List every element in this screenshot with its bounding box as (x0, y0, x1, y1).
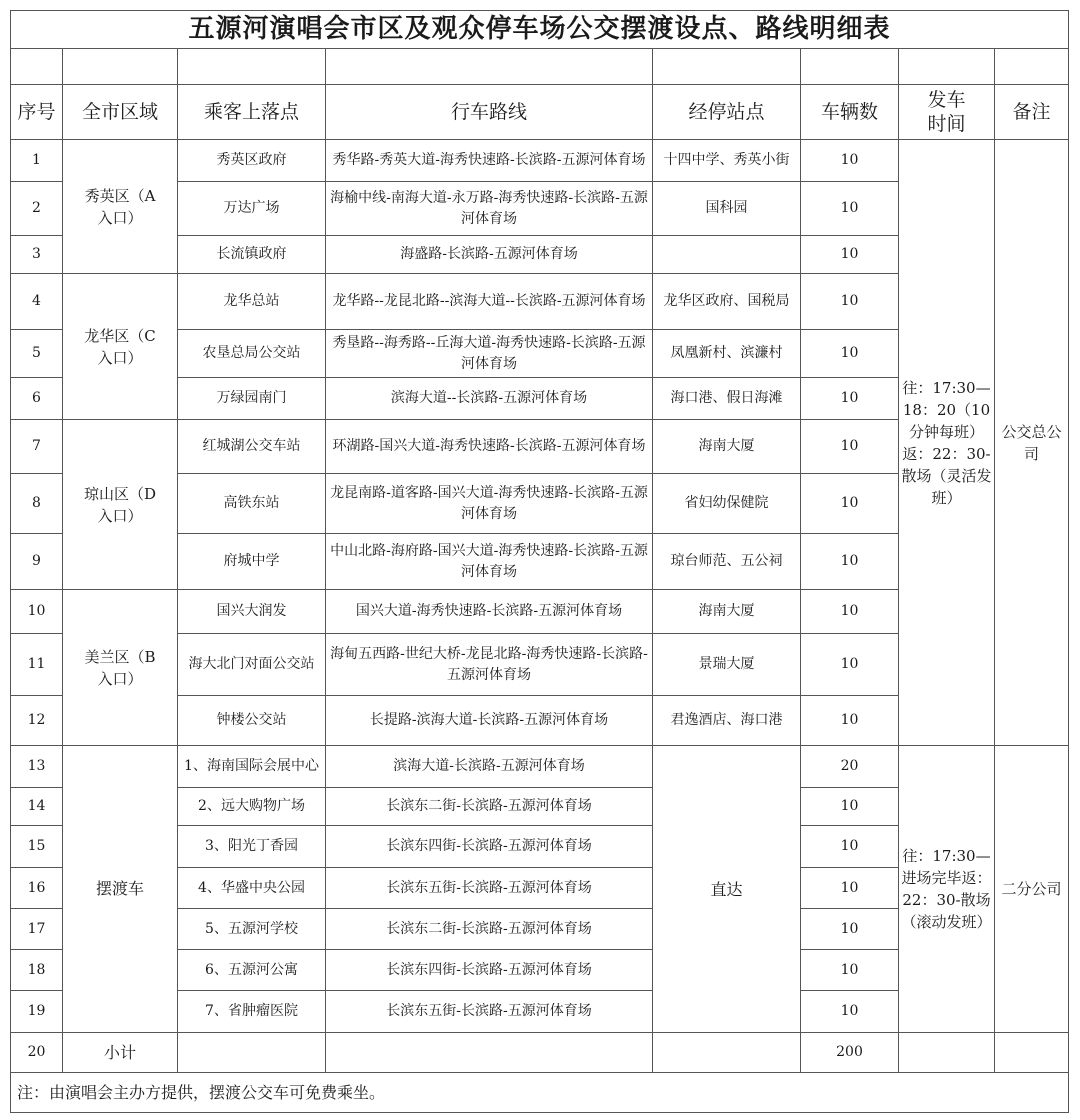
row-no: 13 (11, 746, 63, 788)
blank-row (11, 49, 1069, 85)
header-route: 行车路线 (326, 85, 653, 140)
row-count: 10 (801, 534, 899, 590)
header-district: 全市区域 (63, 85, 178, 140)
row-no: 3 (11, 236, 63, 274)
row-route: 长滨东四街-长滨路-五源河体育场 (326, 950, 653, 991)
row-via: 君逸酒店、海口港 (653, 696, 801, 746)
row-stop: 7、省肿瘤医院 (178, 991, 326, 1033)
row-via: 景瑞大厦 (653, 634, 801, 696)
row-route: 长滨东五街-长滨路-五源河体育场 (326, 868, 653, 909)
row-no: 4 (11, 274, 63, 330)
row-count: 10 (801, 868, 899, 909)
subtotal-count: 200 (801, 1033, 899, 1073)
row-stop: 国兴大润发 (178, 590, 326, 634)
row-via: 琼台师范、五公祠 (653, 534, 801, 590)
row-no: 15 (11, 826, 63, 868)
row-via: 凤凰新村、滨濂村 (653, 330, 801, 378)
row-route: 滨海大道--长滨路-五源河体育场 (326, 378, 653, 420)
row-count: 10 (801, 909, 899, 950)
row-no: 17 (11, 909, 63, 950)
departure-time-group2: 往：17:30—进场完毕返：22：30-散场（滚动发班） (899, 746, 995, 1033)
row-route: 海盛路-长滨路-五源河体育场 (326, 236, 653, 274)
row-route: 海甸五西路-世纪大桥-龙昆北路-海秀快速路-长滨路-五源河体育场 (326, 634, 653, 696)
header-remark: 备注 (995, 85, 1069, 140)
row-no: 12 (11, 696, 63, 746)
zone-shuttle: 摆渡车 (63, 746, 178, 1033)
row-route: 秀华路-秀英大道-海秀快速路-长滨路-五源河体育场 (326, 140, 653, 182)
row-count: 10 (801, 274, 899, 330)
row-via (653, 236, 801, 274)
row-count: 10 (801, 991, 899, 1033)
row-via: 龙华区政府、国税局 (653, 274, 801, 330)
row-no: 5 (11, 330, 63, 378)
row-stop: 红城湖公交车站 (178, 420, 326, 474)
header-count: 车辆数 (801, 85, 899, 140)
row-via: 省妇幼保健院 (653, 474, 801, 534)
row-route: 环湖路-国兴大道-海秀快速路-长滨路-五源河体育场 (326, 420, 653, 474)
row-no: 9 (11, 534, 63, 590)
row-no: 16 (11, 868, 63, 909)
subtotal-no: 20 (11, 1033, 63, 1073)
row-count: 10 (801, 330, 899, 378)
zone-longhua: 龙华区（C入口） (63, 274, 178, 420)
row-no: 8 (11, 474, 63, 534)
row-count: 10 (801, 378, 899, 420)
row-no: 19 (11, 991, 63, 1033)
row-stop: 龙华总站 (178, 274, 326, 330)
row-route: 秀垦路--海秀路--丘海大道-海秀快速路-长滨路-五源河体育场 (326, 330, 653, 378)
row-no: 2 (11, 182, 63, 236)
row-no: 11 (11, 634, 63, 696)
row-count: 10 (801, 182, 899, 236)
row-via: 十四中学、秀英小街 (653, 140, 801, 182)
table-title: 五源河演唱会市区及观众停车场公交摆渡设点、路线明细表 (11, 11, 1069, 49)
header-stop: 乘客上落点 (178, 85, 326, 140)
row-route: 长滨东二街-长滨路-五源河体育场 (326, 909, 653, 950)
row-stop: 6、五源河公寓 (178, 950, 326, 991)
row-route: 长滨东二街-长滨路-五源河体育场 (326, 788, 653, 826)
row-stop: 5、五源河学校 (178, 909, 326, 950)
header-via: 经停站点 (653, 85, 801, 140)
row-count: 10 (801, 590, 899, 634)
row-stop: 高铁东站 (178, 474, 326, 534)
row-route: 海榆中线-南海大道-永万路-海秀快速路-长滨路-五源河体育场 (326, 182, 653, 236)
row-no: 6 (11, 378, 63, 420)
schedule-sheet (10, 10, 1068, 1113)
header-row (11, 85, 1069, 140)
row-count: 10 (801, 236, 899, 274)
row-no: 7 (11, 420, 63, 474)
row-stop: 府城中学 (178, 534, 326, 590)
row-route: 滨海大道-长滨路-五源河体育场 (326, 746, 653, 788)
row-count: 20 (801, 746, 899, 788)
row-count: 10 (801, 788, 899, 826)
table-row (11, 746, 1069, 788)
row-stop: 万绿园南门 (178, 378, 326, 420)
row-count: 10 (801, 696, 899, 746)
row-count: 10 (801, 420, 899, 474)
row-count: 10 (801, 950, 899, 991)
row-stop: 3、阳光丁香园 (178, 826, 326, 868)
header-time: 发车时间 (899, 85, 995, 140)
table-row (11, 140, 1069, 182)
departure-time-group1: 往：17:30—18：20（10分钟每班）返：22：30-散场（灵活发班） (899, 140, 995, 746)
row-no: 10 (11, 590, 63, 634)
row-no: 1 (11, 140, 63, 182)
row-stop: 4、华盛中央公园 (178, 868, 326, 909)
row-stop: 钟楼公交站 (178, 696, 326, 746)
row-count: 10 (801, 826, 899, 868)
row-route: 国兴大道-海秀快速路-长滨路-五源河体育场 (326, 590, 653, 634)
row-count: 10 (801, 140, 899, 182)
row-via: 海南大厦 (653, 420, 801, 474)
row-route: 长滨东五街-长滨路-五源河体育场 (326, 991, 653, 1033)
row-stop: 万达广场 (178, 182, 326, 236)
row-no: 18 (11, 950, 63, 991)
row-route: 中山北路-海府路-国兴大道-海秀快速路-长滨路-五源河体育场 (326, 534, 653, 590)
row-route: 龙昆南路-道客路-国兴大道-海秀快速路-长滨路-五源河体育场 (326, 474, 653, 534)
row-count: 10 (801, 634, 899, 696)
row-count: 10 (801, 474, 899, 534)
zone-meilan: 美兰区（B入口） (63, 590, 178, 746)
row-via: 国科园 (653, 182, 801, 236)
row-route: 龙华路--龙昆北路--滨海大道--长滨路-五源河体育场 (326, 274, 653, 330)
row-route: 长滨东四街-长滨路-五源河体育场 (326, 826, 653, 868)
row-via: 海南大厦 (653, 590, 801, 634)
row-via: 海口港、假日海滩 (653, 378, 801, 420)
row-stop: 2、远大购物广场 (178, 788, 326, 826)
row-stop: 秀英区政府 (178, 140, 326, 182)
subtotal-label: 小计 (63, 1033, 178, 1073)
header-no: 序号 (11, 85, 63, 140)
row-stop: 1、海南国际会展中心 (178, 746, 326, 788)
remark-group1: 公交总公司 (995, 140, 1069, 746)
shuttle-via-direct: 直达 (653, 746, 801, 1033)
row-stop: 海大北门对面公交站 (178, 634, 326, 696)
footnote: 注：由演唱会主办方提供，摆渡公交车可免费乘坐。 (11, 1073, 1069, 1113)
zone-xiuying: 秀英区（A入口） (63, 140, 178, 274)
row-stop: 农垦总局公交站 (178, 330, 326, 378)
remark-group2: 二分公司 (995, 746, 1069, 1033)
shuttle-schedule-table (10, 10, 1069, 1113)
row-no: 14 (11, 788, 63, 826)
row-route: 长提路-滨海大道-长滨路-五源河体育场 (326, 696, 653, 746)
subtotal-row (11, 1033, 1069, 1073)
zone-qiongshan: 琼山区（D入口） (63, 420, 178, 590)
row-stop: 长流镇政府 (178, 236, 326, 274)
note-row (11, 1073, 1069, 1113)
